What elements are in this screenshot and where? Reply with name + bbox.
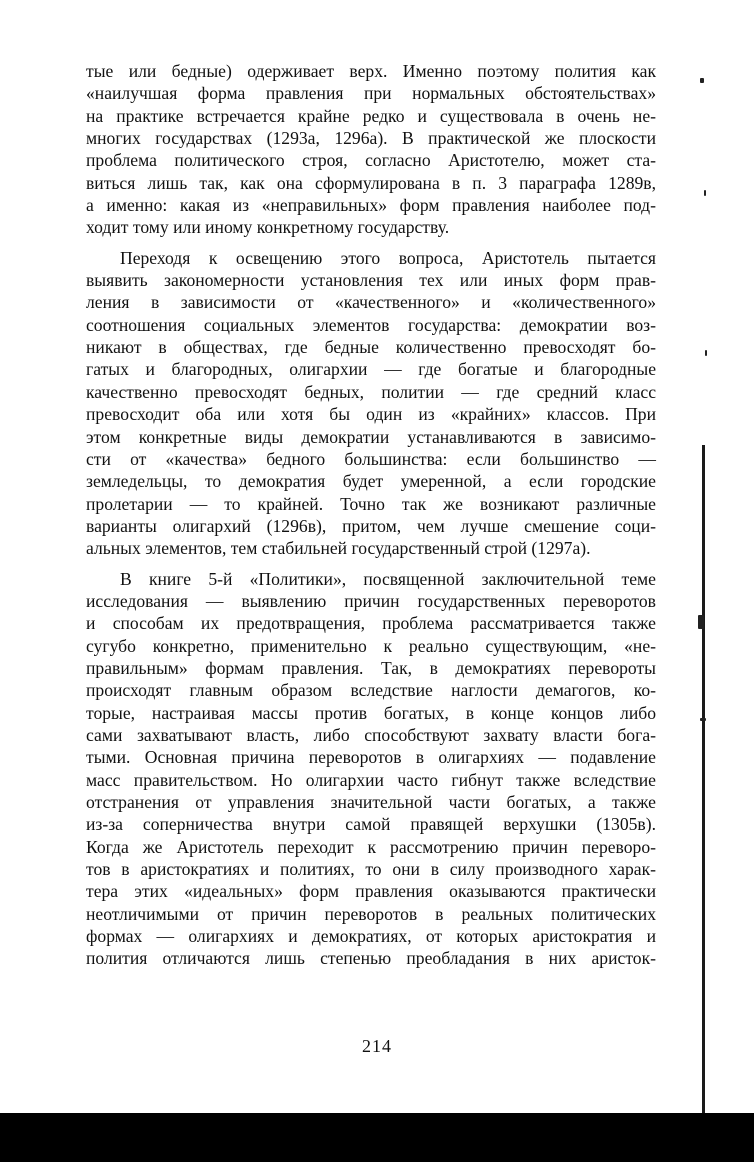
text-line: сами захватывают власть, либо способствуют захвату власти бога- (86, 724, 656, 745)
text-line: исследования — выявлению причин государственных переворотов (86, 590, 656, 611)
text-line: из-за соперничества внутри самой правящей верхушки (1305в). (86, 814, 656, 835)
text-line: и способам их предотвращения, проблема рассматривается также (86, 613, 656, 634)
text-line: этом конкретные виды демократии устанавливаются в зависимо- (86, 426, 656, 447)
scan-margin-shadow (702, 445, 705, 1113)
text-line: гатых и благородных, олигархии — где богатые и благородные (86, 359, 656, 380)
text-line: масс правительством. Но олигархии часто гибнут также вследствие (86, 769, 656, 790)
text-line: тера этих «идеальных» форм правления оказываются практически (86, 881, 656, 902)
text-line: торые, настраивая массы против богатых, в конце концов либо (86, 702, 656, 723)
text-line: земледельцы, то демократия будет умеренной, а если городские (86, 471, 656, 492)
text-line: неотличимыми от причин переворотов в реальных политических (86, 903, 656, 924)
text-line: тыми. Основная причина переворотов в олигархиях — подавление (86, 747, 656, 768)
text-line: проблема политического строя, согласно Аристотелю, может ста- (86, 150, 656, 171)
scan-speck (698, 615, 704, 629)
scan-speck (705, 350, 707, 356)
scan-speck (704, 190, 706, 196)
text-line: сти от «качества» бедного большинства: если большинство — (86, 448, 656, 469)
paragraph-first-line: В книге 5-й «Политики», посвященной заключительной теме (120, 568, 656, 589)
page-number: 214 (362, 1036, 392, 1056)
text-line: многих государствах (1293а, 1296а). В практической же плоскости (86, 128, 656, 149)
text-line: качественно превосходят бедных, политии — где средний класс (86, 381, 656, 402)
text-line: превосходит оба или хотя бы один из «крайних» классов. При (86, 404, 656, 425)
scan-speck (700, 718, 706, 721)
text-line: альных элементов, тем стабильней государственный строй (1297а). (86, 538, 591, 559)
text-line: пролетарии — то крайней. Точно так же возникают различные (86, 493, 656, 514)
text-line: «наилучшая форма правления при нормальных обстоятельствах» (86, 83, 656, 104)
text-line: полития отличаются лишь степенью преобладания в них аристок- (86, 948, 656, 969)
text-line: никают в обществах, где бедные количественно превосходят бо- (86, 337, 656, 358)
scan-bottom-edge (0, 1113, 754, 1162)
text-line: тые или бедные) одерживает верх. Именно поэтому полития как (86, 61, 656, 81)
text-line: правильным» формам правления. Так, в демократиях перевороты (86, 657, 656, 678)
text-line: формах — олигархиях и демократиях, от которых аристократия и (86, 926, 656, 947)
text-line: Когда же Аристотель переходит к рассмотрению причин переворо- (86, 836, 656, 857)
text-line: происходят главным образом вследствие наглости демагогов, ко- (86, 680, 656, 701)
text-line: отстранения от управления значительной части богатых, а также (86, 792, 656, 812)
text-line: варианты олигархий (1296в), притом, чем лучше смешение соци- (86, 515, 656, 536)
text-line: виться лишь так, как она сформулирована в п. 3 параграфа 1289в, (86, 172, 656, 193)
text-line: выявить закономерности установления тех или иных форм прав- (86, 270, 656, 291)
text-line: сугубо конкретно, применительно к реально существующим, «не- (86, 635, 656, 656)
paragraph-first-line: Переходя к освещению этого вопроса, Аристотель пытается (120, 247, 656, 268)
text-line: на практике встречается крайне редко и существовала в очень не- (86, 105, 656, 126)
text-line: тов в аристократиях и политиях, то они в силу производного харак- (86, 859, 656, 880)
scan-speck (700, 78, 704, 83)
text-line: а именно: какая из «неправильных» форм правления наиболее под- (86, 195, 656, 216)
text-line: ходит тому или иному конкретному государству. (86, 217, 450, 238)
body-text (86, 60, 656, 970)
text-line: ления в зависимости от «качественного» и «количественного» (86, 292, 656, 313)
text-line: соотношения социальных элементов государства: демократии воз- (86, 314, 656, 335)
